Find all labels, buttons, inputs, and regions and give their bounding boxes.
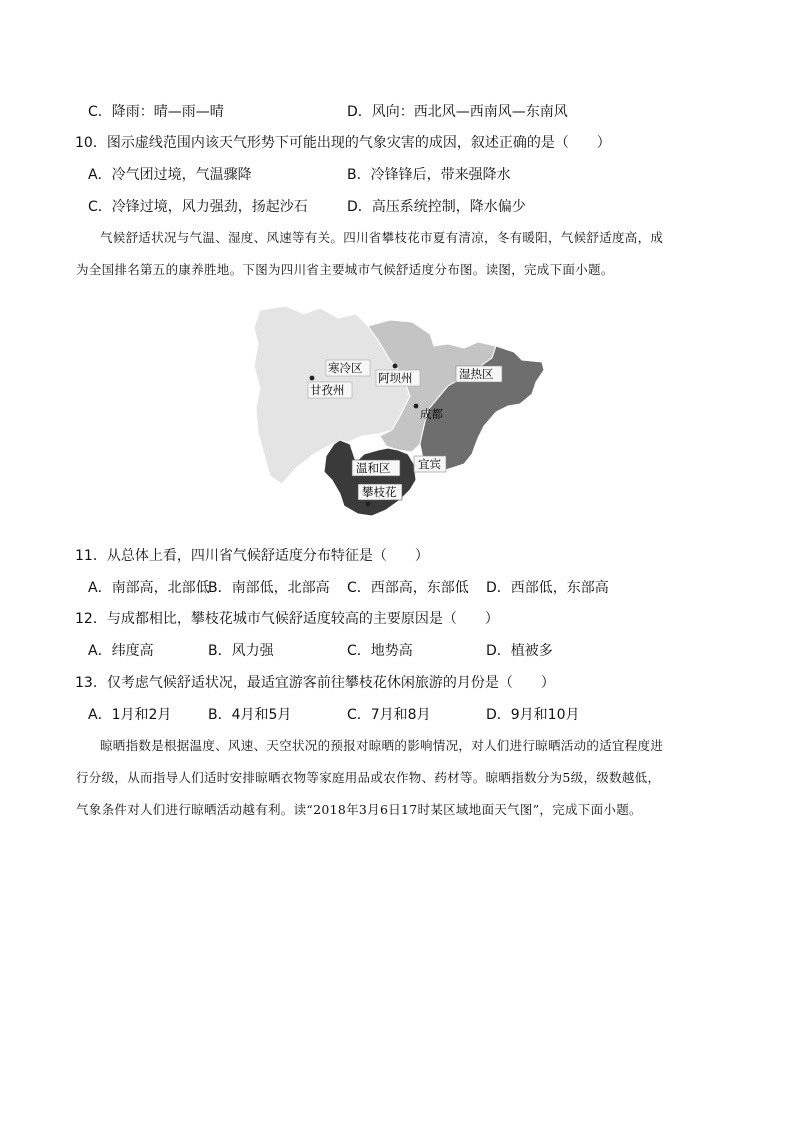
panzhihua-city-dot bbox=[366, 502, 371, 507]
yibin-label: 宜宾 bbox=[418, 457, 441, 471]
q10-option-c: C．冷锋过境，风力强劲，扬起沙石 bbox=[88, 199, 308, 215]
passage-climate-comfort-line1: 气候舒适状况与气温、湿度、风速等有关。四川省攀枝花市夏有清凉，冬有暖阳，气候舒适度高，成 bbox=[100, 230, 664, 245]
q11-option-a: A．南部高，北部低 bbox=[88, 580, 210, 596]
q10-option-b: B．冷锋锋后，带来强降水 bbox=[347, 167, 511, 183]
q9-option-d: D．风向：西北风—西南风—东南风 bbox=[347, 104, 568, 120]
humid-hot-zone-label: 湿热区 bbox=[459, 367, 494, 381]
cold-zone-label: 寒冷区 bbox=[328, 361, 363, 375]
q10-option-d: D．高压系统控制，降水偏少 bbox=[347, 199, 526, 215]
passage-drying-index-line2: 行分级，从而指导人们适时安排晾晒衣物等家庭用品或农作物、药材等。晾晒指数分为5级，级数越低， bbox=[76, 770, 661, 785]
sichuan-climate-comfort-map bbox=[252, 304, 550, 522]
aba-city-dot bbox=[393, 364, 398, 369]
passage-drying-index bbox=[76, 730, 716, 826]
q13-option-c: C．7月和8月 bbox=[347, 707, 431, 723]
passage-climate-comfort bbox=[76, 222, 716, 286]
q13-option-d: D．9月和10月 bbox=[486, 707, 580, 723]
q12-option-b: B．风力强 bbox=[208, 643, 274, 659]
passage-drying-index-line3: 气象条件对人们进行晾晒活动越有利。读“2018年3月6日17时某区域地面天气图”，完成下面小题。 bbox=[76, 802, 642, 817]
panzhihua-label: 攀枝花 bbox=[362, 485, 397, 499]
chengdu-city-dot bbox=[414, 404, 419, 409]
q12-option-a: A．纬度高 bbox=[88, 643, 154, 659]
q11-stem: 11．从总体上看，四川省气候舒适度分布特征是（ ） bbox=[75, 548, 429, 564]
q11-option-d: D．西部低，东部高 bbox=[486, 580, 609, 596]
q11-option-c: C．西部高，东部低 bbox=[347, 580, 469, 596]
q12-stem: 12．与成都相比，攀枝花城市气候舒适度较高的主要原因是（ ） bbox=[75, 611, 499, 627]
q10-option-a: A．冷气团过境，气温骤降 bbox=[88, 167, 252, 183]
passage-drying-index-line1: 晾晒指数是根据温度、风速、天空状况的预报对晾晒的影响情况，对人们进行晾晒活动的适宜程度进 bbox=[100, 738, 664, 753]
q9-option-c: C．降雨：晴—雨—晴 bbox=[88, 104, 224, 120]
mild-zone-label: 温和区 bbox=[356, 461, 391, 475]
q13-option-a: A．1月和2月 bbox=[88, 707, 172, 723]
aba-label: 阿坝州 bbox=[378, 371, 413, 385]
ganzi-city-dot bbox=[310, 376, 315, 381]
q12-option-d: D．植被多 bbox=[486, 643, 553, 659]
chengdu-label: 成都 bbox=[420, 407, 443, 421]
q10-stem: 10．图示虚线范围内该天气形势下可能出现的气象灾害的成因，叙述正确的是（ ） bbox=[75, 135, 611, 151]
q12-option-c: C．地势高 bbox=[347, 643, 413, 659]
q11-option-b: B．南部低，北部高 bbox=[208, 580, 330, 596]
passage-climate-comfort-line2: 为全国排名第五的康养胜地。下图为四川省主要城市气候舒适度分布图。读图，完成下面小题。 bbox=[76, 262, 614, 277]
ganzi-label: 甘孜州 bbox=[310, 383, 345, 397]
q13-option-b: B．4月和5月 bbox=[208, 707, 292, 723]
q13-stem: 13．仅考虑气候舒适状况，最适宜游客前往攀枝花休闲旅游的月份是（ ） bbox=[75, 675, 555, 691]
